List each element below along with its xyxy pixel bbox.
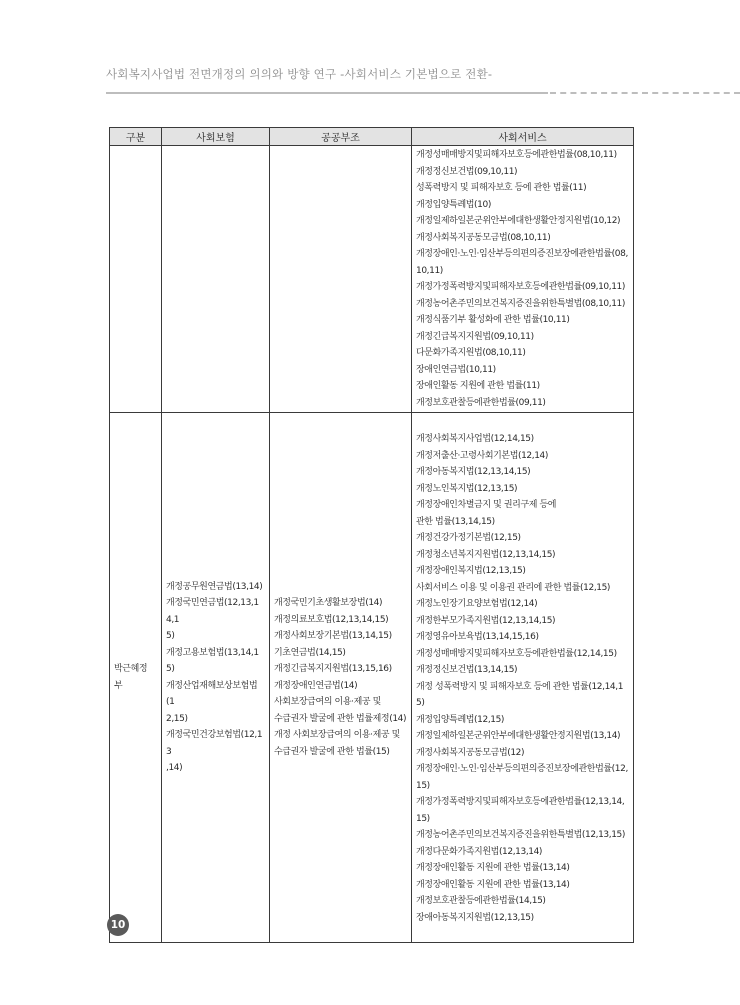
- cell-text-line: 개정가정폭력방지및피해자보호등에관한법률(09,10,11): [416, 282, 625, 292]
- cell-text-line: 개정농어촌주민의보건복지증진을위한특별법(08,10,11): [416, 298, 625, 309]
- cell-text-line: 개정공무원연금법(13,14): [166, 581, 263, 592]
- cell-text-line: 개정 성폭력방지 및 피해자보호 등에 관한 법률(12,14,15): [416, 681, 624, 708]
- cell-text-line: 개정국민기초생활보장법(14): [274, 598, 383, 608]
- cell-text-line: 개정일제하일본군위안부에대한생활안정지원법(13,14): [416, 731, 621, 741]
- header-rule: [106, 92, 548, 94]
- cell-text-line: 개정영유아보육법(13,14,15,16): [416, 632, 539, 642]
- cell-text-line: 2,15): [166, 713, 188, 724]
- cell-text-line: 개정보호관찰등에관한법률(14,15): [416, 896, 546, 906]
- cell-text-line: 개정성매매방지및피해자보호등에관한법률(08,10,11): [416, 150, 617, 160]
- cell-text-line: 개정한부모가족지원법(12,13,14,15): [416, 615, 556, 626]
- social-insurance-cell: [162, 413, 270, 943]
- cell-text-line: 개정식품기부 활성화에 관한 법률(10,11): [416, 315, 570, 325]
- cell-text-line: 개정정신보건법(09,10,11): [416, 166, 518, 177]
- column-header-social-services: 사회서비스: [412, 128, 634, 146]
- header-rule-dashed: [550, 92, 740, 94]
- cell-text-line: 개정정신보건법(13,14,15): [416, 665, 518, 675]
- cell-text-line: 사회서비스 이용 및 이용권 관리에 관한 법률(12,15): [416, 582, 611, 593]
- cell-text-line: 성폭력방지 및 피해자보호 등에 관한 법률(11): [416, 183, 587, 193]
- cell-text-line: 개정장애인·노인·임산부등의편의증진보장에관한법률(08,: [416, 249, 628, 259]
- table-header-row: [110, 128, 634, 146]
- cell-text-line: 개정건강가정기본법(12,15): [416, 533, 521, 543]
- cell-text-line: 개정장애인·노인·임산부등의편의증진보장에관한법률(12,15): [416, 764, 628, 791]
- cell-text-line: 개정노인복지법(12,13,15): [416, 483, 518, 494]
- category-cell: [110, 146, 162, 413]
- cell-text-line: 개정장애인복지법(12,13,15): [416, 566, 526, 576]
- cell-text-line: 개정사회복지공동모금법(12): [416, 747, 525, 758]
- cell-text-line: 개정성매매방지및피해자보호등에관한법률(12,14,15): [416, 648, 617, 659]
- cell-text-line: ,14): [166, 763, 183, 773]
- cell-text-line: 개정 사회보장급여의 이용·제공 및: [274, 730, 400, 740]
- cell-text-line: 개정국민연금법(12,13,14,1: [166, 598, 259, 625]
- cell-text-line: 개정다문화가족지원법(12,13,14): [416, 846, 543, 857]
- cell-text-line: 개정산업재해보상보험법(1: [166, 680, 258, 707]
- cell-text-line: 개정보호관찰등에관한법률(09,11): [416, 397, 546, 408]
- cell-text-line: 기초연금법(14,15): [274, 647, 346, 658]
- cell-text-line: 개정청소년복지지원법(12,13,14,15): [416, 549, 556, 560]
- cell-text-line: 개정장애인활동 지원에 관한 법률(13,14): [416, 863, 570, 873]
- column-header-category: 구분: [110, 128, 162, 146]
- running-header-title: 사회복지사업법 전면개정의 의의와 방향 연구 -사회서비스 기본법으로 전환-: [106, 67, 493, 81]
- cell-text-line: 개정노인장기요양보험법(12,14): [416, 599, 538, 609]
- cell-text-line: 개정아동복지법(12,13,14,15): [416, 467, 531, 477]
- column-header-social-insurance: 사회보험: [162, 128, 270, 146]
- cell-text-line: 개정입양특례법(12,15): [416, 714, 505, 725]
- cell-text-line: 개정장애인연금법(14): [274, 680, 358, 691]
- public-assistance-cell: [270, 146, 412, 413]
- cell-text-line: 개정가정폭력방지및피해자보호등에관한법률(12,13,14,15): [416, 797, 625, 824]
- cell-text-line: 장애인활동 지원에 관한 법률(11): [416, 381, 540, 391]
- cell-text-line: 사회보장급여의 이용·제공 및: [274, 697, 381, 707]
- cell-text-line: 관한 법률(13,14,15): [416, 516, 495, 527]
- cell-text-line: 개정국민건강보험법(12,13: [166, 730, 263, 757]
- cell-text-line: 개정고용보험법(13,14,15): [166, 647, 259, 674]
- table-row: [110, 413, 634, 943]
- cell-text-line: 개정긴급복지지원법(13,15,16): [274, 664, 392, 674]
- cell-text-line: 장애인연금법(10,11): [416, 364, 496, 375]
- cell-text-line: 다문화가족지원법(08,10,11): [416, 348, 526, 358]
- cell-text-line: 개정사회복지사업법(12,14,15): [416, 434, 534, 444]
- cell-text-line: 개정사회보장기본법(13,14,15): [274, 631, 392, 641]
- cell-text-line: 개정장애인차별금지 및 권리구제 등에: [416, 500, 557, 510]
- cell-text-line: 개정긴급복지지원법(09,10,11): [416, 331, 534, 342]
- table-body: [110, 146, 634, 943]
- category-cell: [110, 413, 162, 943]
- cell-text-line: 장애아동복지지원법(12,13,15): [416, 912, 534, 923]
- social-services-cell: [412, 413, 634, 943]
- welfare-law-table: [109, 127, 634, 943]
- cell-text-line: 개정장애인활동 지원에 관한 법률(13,14): [416, 879, 570, 890]
- public-assistance-cell: [270, 413, 412, 943]
- cell-text-line: 개정농어촌주민의보건복지증진을위한특별법(12,13,15): [416, 830, 625, 840]
- social-insurance-cell: [162, 146, 270, 413]
- cell-text-line: 수급권자 발굴에 관한 법률제정(14): [274, 713, 407, 724]
- cell-text-line: 개정의료보호법(12,13,14,15): [274, 614, 389, 625]
- cell-text-line: 개정일제하일본군위안부에대한생활안정지원법(10,12): [416, 216, 621, 226]
- cell-text-line: 개정저출산·고령사회기본법(12,14): [416, 450, 548, 461]
- cell-text-line: 5): [166, 631, 175, 641]
- cell-text-line: 수급권자 발굴에 관한 법률(15): [274, 746, 390, 757]
- cell-text-line: 박근혜정: [114, 664, 148, 674]
- table-row: [110, 146, 634, 413]
- cell-text-line: 개정입양특례법(10): [416, 199, 491, 210]
- cell-text-line: 개정사회복지공동모금법(08,10,11): [416, 232, 551, 243]
- page-number-badge: 10: [107, 914, 129, 936]
- social-services-cell: [412, 146, 634, 413]
- column-header-public-assistance: 공공부조: [270, 128, 412, 146]
- cell-text-line: 10,11): [416, 265, 443, 276]
- cell-text-line: 부: [114, 680, 123, 691]
